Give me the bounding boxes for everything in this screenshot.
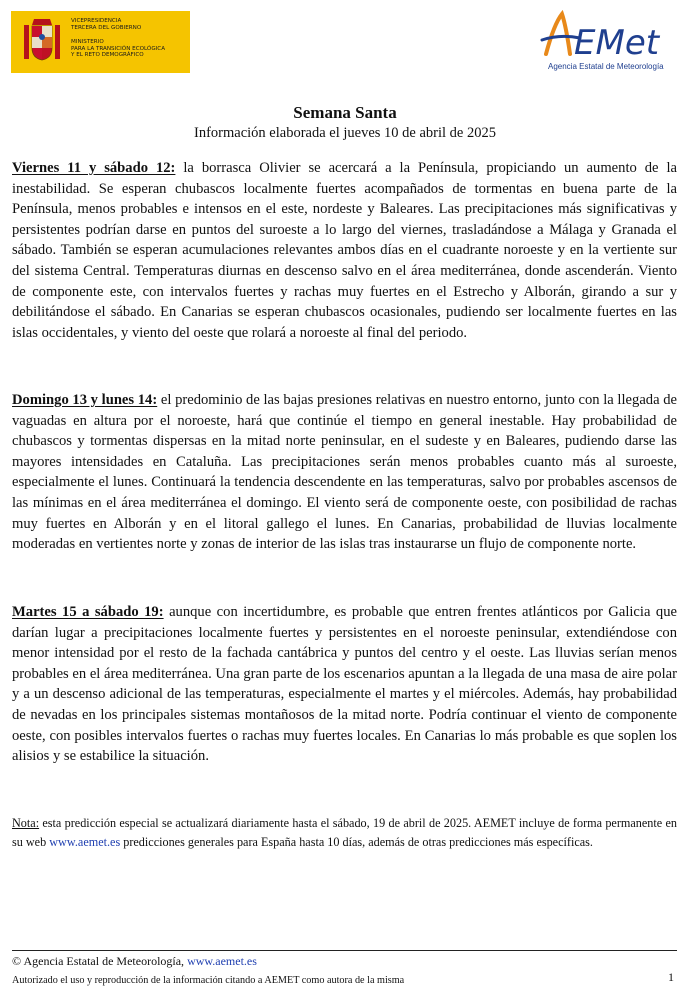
section-text: la borrasca Olivier se acercará a la Península, propiciando un aumento de la inestabilidad. Se esperan chubascos localmente fuertes acompañados de tormentas en buena parte de la Península, menos probables e intensos en el este, nordeste y Baleares. Las precipitaciones más significativas y persistentes podrían darse en puntos del suroeste a lo largo del viernes, trasladándose a Málaga y Granada el sábado. También se esperan acumulaciones relevantes ambos días en el cuadrante noroeste y en la vertiente sur del sistema Central. Temperaturas diurnas en descenso salvo en el área mediterránea, donde ascenderán. Viento de componente este, con intervalos fuertes y rachas muy fuertes en el Estrecho y Alborán, girando a sur y debilitándose el sábado. En Canarias se esperan chubascos ocasionales, pudiendo ser localmente fuertes en las islas occidentales, y viento del oeste que rolará a noroeste al final del periodo. [12, 160, 677, 341]
aemet-caption: Agencia Estatal de Meteorología [548, 62, 664, 71]
page-number: 1 [668, 970, 674, 984]
note-label: Nota: [12, 816, 40, 830]
section-heading: Viernes 11 y sábado 12: [12, 160, 176, 176]
authorization-text: Autorizado el uso y reproducción de la información citando a AEMET como autora de la misma [12, 975, 405, 986]
section-text: el predominio de las bajas presiones relativas en nuestro entorno, junto con la llegada de vaguadas en altura por el noroeste, hará que continúe el tiempo en general inestable. Hay probabilidad de chubascos y tormentas dispersas en la mitad norte peninsular, en el sudeste y en Baleares, pudiendo darse las mayores intensidades en Cataluña. Las precipitaciones serán menos probables cuanto más al suroeste, especialmente el lunes. Continuará la tendencia descendente en las temperaturas, salvo por probables ascensos de las mínimas en el área mediterránea el domingo. El viento será de componente oeste, con posibilidad de rachas muy fuertes en Alborán y en el litoral gallego el lunes. En Canarias, probabilidad de lluvias localmente moderadas en vertientes norte y zonas de interior de las islas tras instaurarse un flujo de componente norte. [12, 392, 678, 553]
footer-website-link[interactable]: www.aemet.es [187, 954, 257, 968]
forecast-section-friday-saturday [12, 158, 677, 343]
ministry-name [71, 18, 186, 59]
forecast-section-sunday-monday [12, 390, 677, 555]
ministry-line: MINISTERIO [71, 39, 104, 46]
document-subtitle: Información elaborada el jueves 10 de abril de 2025 [194, 125, 496, 141]
footer-divider [12, 950, 677, 951]
footer [12, 954, 677, 986]
note-text: predicciones generales para España hasta 10 días, además de otras predicciones más específicas. [120, 835, 593, 850]
ministry-line: PARA LA TRANSICIÓN ECOLÓGICA [71, 45, 166, 52]
ministry-line: Y EL RETO DEMOGRÁFICO [71, 52, 144, 59]
document-title: Semana Santa [293, 103, 397, 122]
copyright-text: © Agencia Estatal de Meteorología, [12, 954, 188, 968]
forecast-section-tuesday-saturday [12, 602, 677, 767]
section-heading: Domingo 13 y lunes 14: [12, 392, 158, 408]
svg-text:EMet: EMet [574, 23, 660, 62]
ministry-line: VICEPRESIDENCIA [71, 18, 122, 24]
note-text: esta predicción especial se actualizará diariamente hasta el sábado, 19 de abril de 2025. AEMET incluye de forma permanente en su web [12, 816, 677, 850]
aemet-logo [540, 10, 682, 76]
aemet-wordmark-icon [540, 10, 682, 62]
section-text: aunque con incertidumbre, es probable que entren frentes atlánticos por Galicia que darían lugar a precipitaciones localmente fuertes y persistentes en el noroeste peninsular, extendiéndose con menor intensidad por el resto de la fachada cantábrica y puntos del centro y el oeste. Las lluvias serían menos probables en el área mediterránea. Una gran parte de los escenarios apuntan a la llegada de una masa de aire polar y a un descenso adicional de las temperaturas, especialmente el martes y el miércoles. Además, hay probabilidad de nevadas en los principales sistemas montañosos de la mitad norte. Podría continuar el viento de componente oeste, con posibles intervalos fuertes o rachas muy fuertes locales. En Canarias lo más probable es que soplen los alisios y se estabilice la situación. [12, 604, 677, 765]
government-logo [11, 11, 190, 73]
coat-of-arms-icon [22, 17, 62, 67]
ministry-line: TERCERA DEL GOBIERNO [71, 24, 142, 31]
note-paragraph [12, 814, 677, 853]
aemet-website-link[interactable]: www.aemet.es [49, 835, 121, 850]
section-heading: Martes 15 a sábado 19: [12, 604, 164, 620]
